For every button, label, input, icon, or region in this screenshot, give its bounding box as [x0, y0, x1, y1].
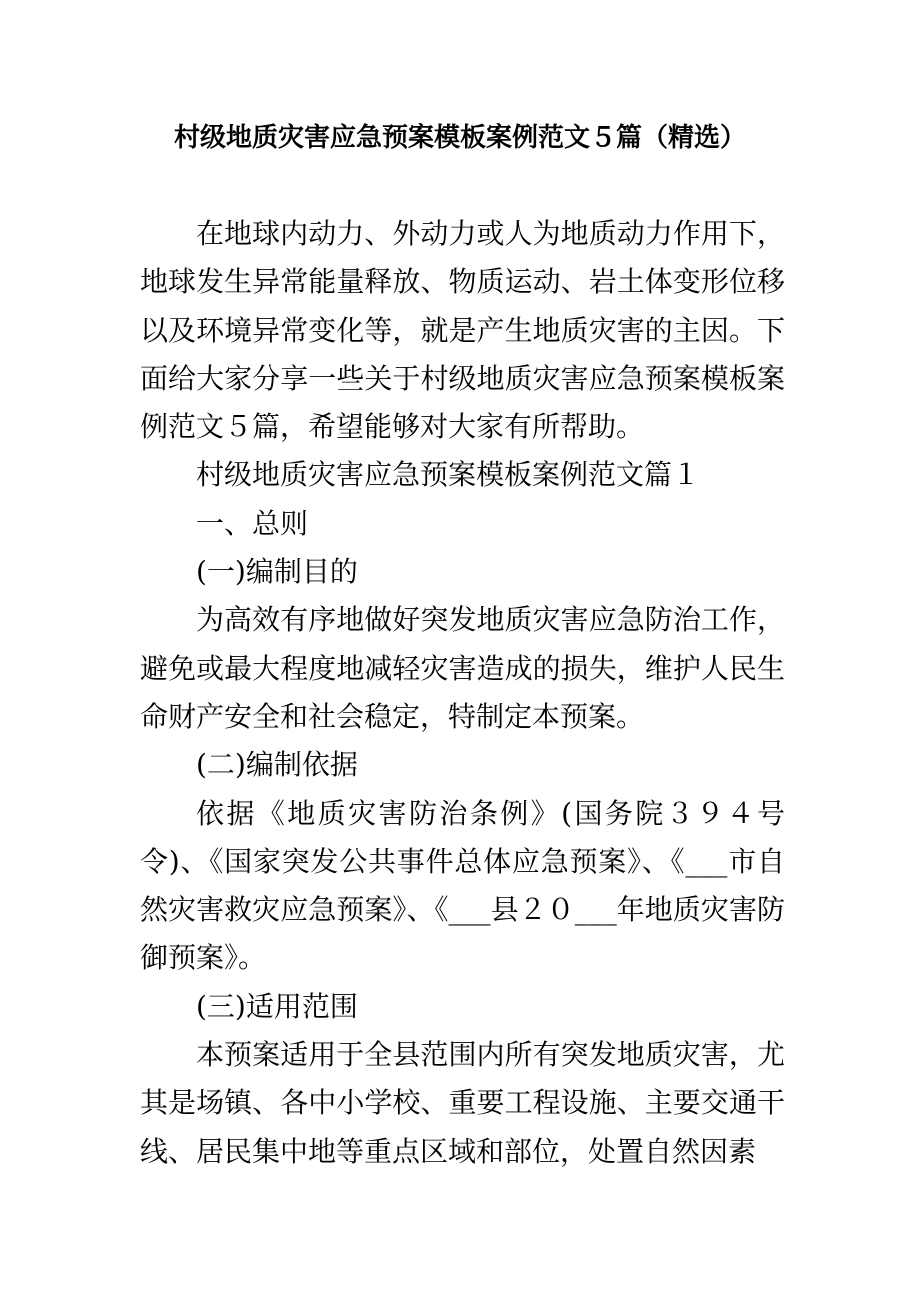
document-body [140, 210, 785, 1176]
body-paragraph: 依据《地质灾害防治条例》(国务院３９４号令)、《国家突发公共事件总体应急预案》、《___市自然灾害救灾应急预案》、《___县２０___年地质灾害防御预案》。 [140, 796, 785, 975]
chapter-heading: 一、总则 [196, 506, 309, 540]
intro-paragraph: 在地球内动力、外动力或人为地质动力作用下，地球发生异常能量释放、物质运动、岩土体变形位移以及环境异常变化等，就是产生地质灾害的主因。下面给大家分享一些关于村级地质灾害应急预案模板案例范文５篇，希望能够对大家有所帮助。 [140, 217, 785, 444]
subsection-heading: (二)编制依据 [196, 748, 358, 782]
document-title: 村级地质灾害应急预案模板案例范文５篇（精选） [173, 123, 746, 153]
subsection-heading: (三)适用范围 [196, 989, 358, 1023]
body-paragraph: 为高效有序地做好突发地质灾害应急防治工作，避免或最大程度地减轻灾害造成的损失，维护人民生命财产安全和社会稳定，特制定本预案。 [140, 603, 785, 733]
section-heading: 村级地质灾害应急预案模板案例范文篇１ [196, 458, 701, 492]
subsection-heading: (一)编制目的 [196, 555, 358, 589]
body-paragraph: 本预案适用于全县范围内所有突发地质灾害，尤其是场镇、各中小学校、重要工程设施、主要交通干线、居民集中地等重点区域和部位，处置自然因素 [140, 1038, 785, 1168]
